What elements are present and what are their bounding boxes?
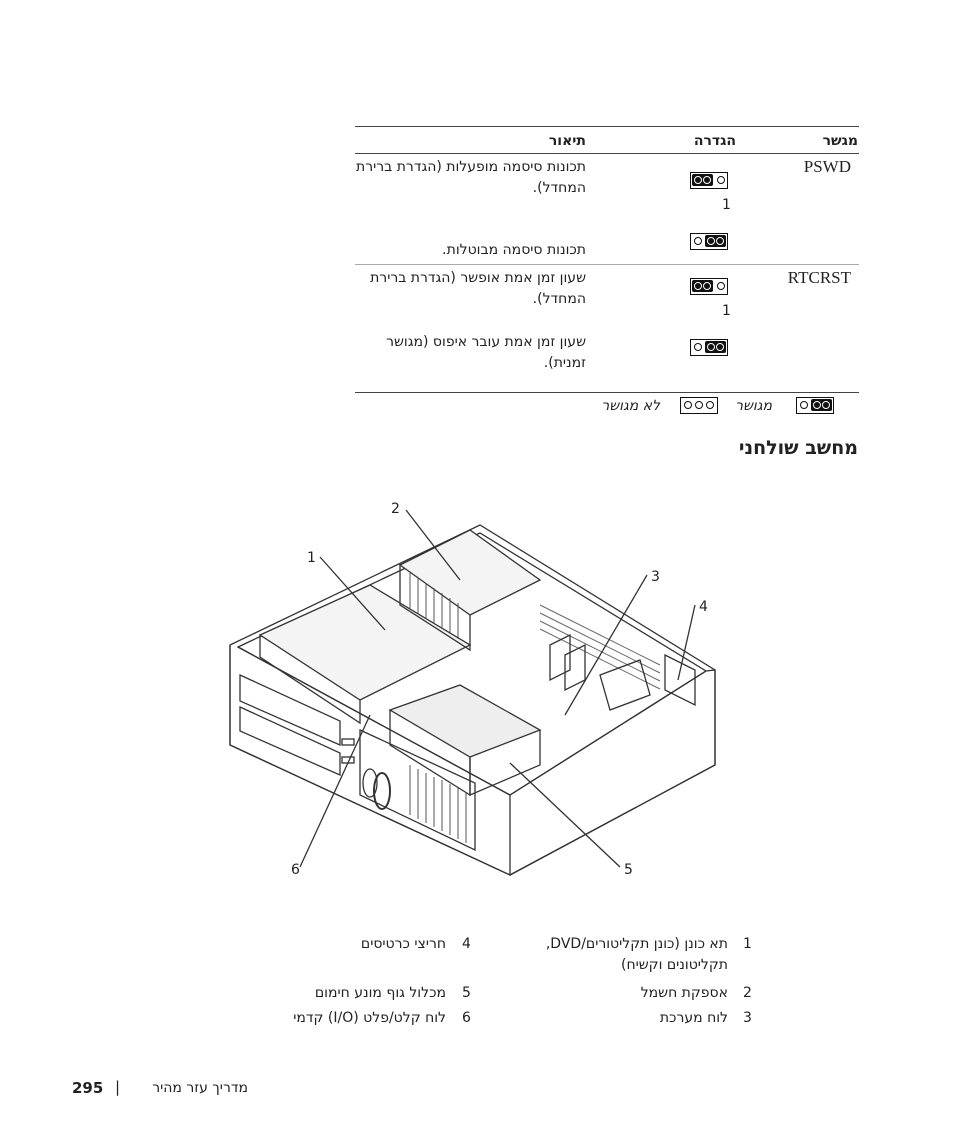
pin-one-label: 1 (722, 303, 731, 319)
legend-unjumped-label: לא מגושר (601, 398, 660, 414)
caption-number: 1 (743, 936, 752, 952)
caption-text: אספקת חשמל (640, 985, 728, 1001)
jumper-jumped (690, 278, 728, 295)
callout-4: 4 (699, 599, 708, 615)
connector-pswd: PSWD (803, 157, 851, 176)
header-connector: מגשר (822, 133, 858, 149)
caption-text: חריצי כרטיסים (360, 936, 446, 952)
legend-jumped-icon (796, 397, 834, 414)
section-title: מחשב שולחני (738, 437, 858, 459)
header-description: תיאור (548, 133, 586, 149)
pin-one-label: 1 (722, 197, 731, 213)
jumper-jumped (690, 172, 728, 189)
description-cell: שעון זמן אמת עובר איפוס (מגושר זמנית). (386, 334, 586, 371)
description-cell: תכונות סיסמה מבוטלות. (442, 242, 586, 258)
caption-text: לוח מערכת (659, 1010, 728, 1026)
caption-number: 5 (462, 985, 471, 1001)
footer-separator: | (115, 1078, 121, 1096)
connector-rtcrst: RTCRST (787, 268, 851, 287)
description-cell: תכונות סיסמה מופעלות (הגדרת ברירת המחדל). (356, 159, 586, 196)
caption-text: לוח קלט/פלט (I/O) קדמי (293, 1010, 446, 1026)
caption-number: 6 (462, 1010, 471, 1026)
callout-2: 2 (391, 501, 400, 517)
jumper-unjumped (690, 233, 728, 250)
desktop-computer-illustration (220, 495, 730, 885)
caption-number: 4 (462, 936, 471, 952)
caption-text: תא כונן (כונן תקליטורים/DVD, תקליטונים וקשיח) (545, 936, 728, 973)
callout-5: 5 (624, 862, 633, 878)
caption-text: מכלול גוף מונע חימום (314, 985, 446, 1001)
table-bottom-rule (355, 392, 859, 393)
caption-number: 3 (743, 1010, 752, 1026)
legend-unjumped-icon (680, 397, 718, 414)
callout-1: 1 (307, 550, 316, 566)
jumper-unjumped (690, 339, 728, 356)
caption-number: 2 (743, 985, 752, 1001)
callout-3: 3 (651, 569, 660, 585)
header-setting: הגדרה (693, 133, 736, 149)
table-top-rule (355, 126, 859, 127)
callout-6: 6 (291, 862, 300, 878)
header-rule (355, 153, 859, 154)
page-number: 295 (72, 1079, 104, 1097)
row-rule (355, 264, 859, 265)
footer-guide-title: מדריך עזר מהיר (152, 1080, 248, 1096)
description-cell: שעון זמן אמת אופשר (הגדרת ברירת המחדל). (370, 270, 586, 307)
legend-jumped-label: מגושר (735, 398, 772, 414)
